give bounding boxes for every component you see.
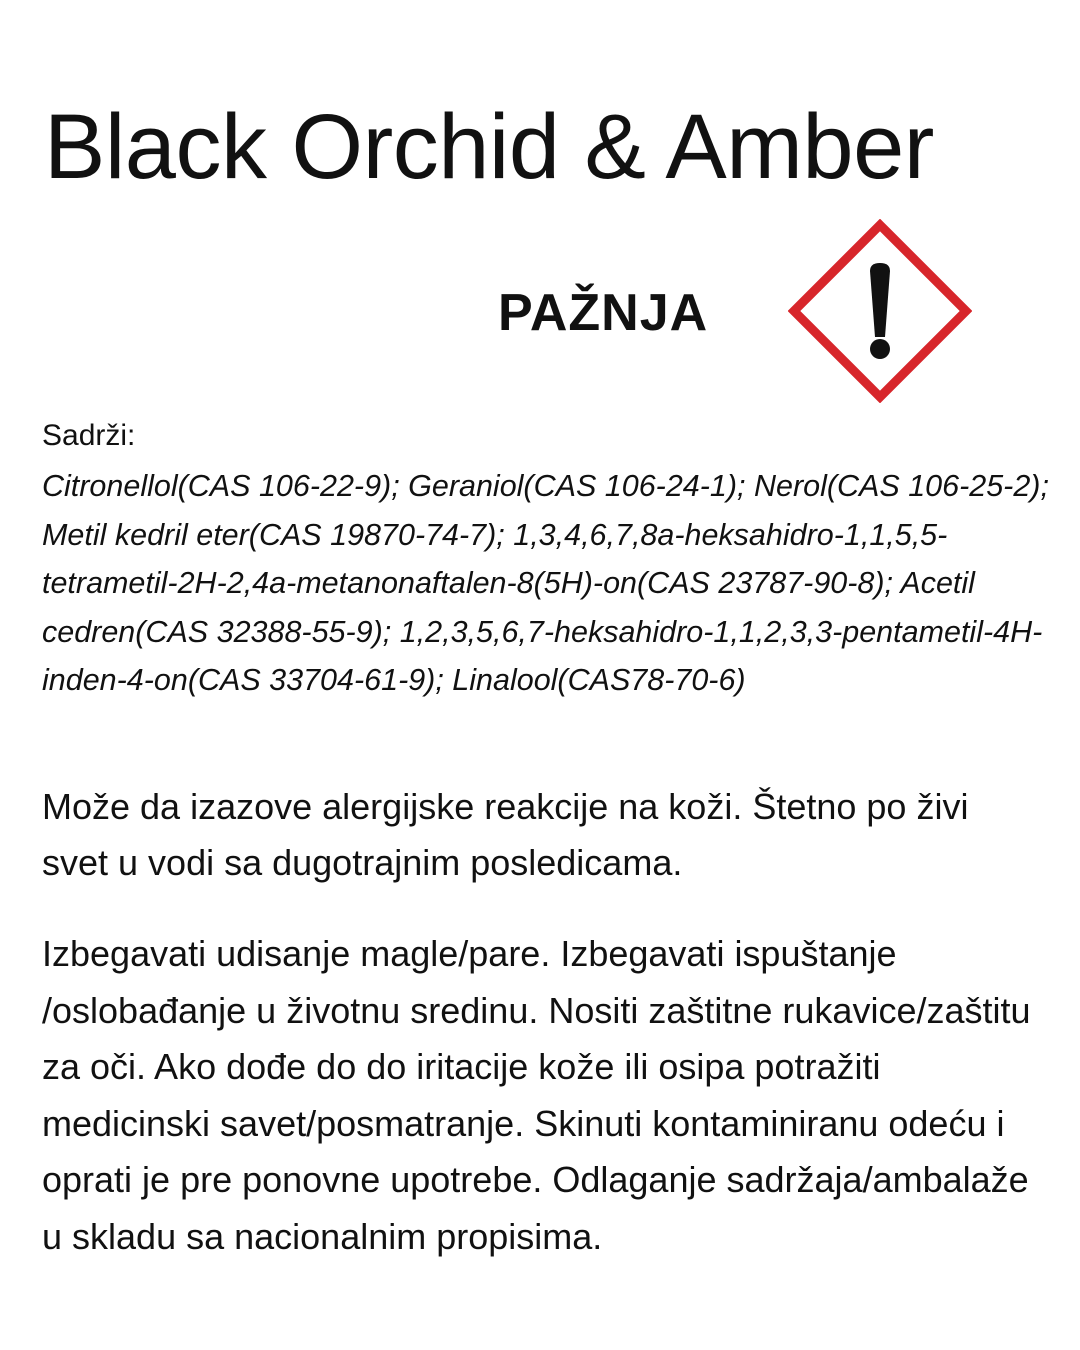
exclamation-dot <box>870 339 890 359</box>
product-title: Black Orchid & Amber <box>44 96 934 198</box>
exclamation-mark-diamond-icon <box>788 219 972 403</box>
hazard-statement: Može da izazove alergijske reakcije na koži. Štetno po živi svet u vodi sa dugotrajnim posledicama. <box>42 786 969 883</box>
ingredients-list: Citronellol(CAS 106-22-9); Geraniol(CAS 106-24-1); Nerol(CAS 106-25-2); Metil kedril eter(CAS 19870-74-7); 1,3,4,6,7,8a-heksahidro-1,1,5,5-tetrametil-2H-2,4a-metanonaftalen-8(5H)-on(CAS 23787-90-8); Acetil cedren(CAS 32388-55-9); 1,2,3,5,6,7-heksahidro-1,1,2,3,3-pentametil-4H-inden-4-on(CAS 33704-61-9); Linalool(CAS78-70-6) <box>42 469 1049 697</box>
contains-label: Sadrži: <box>42 419 136 452</box>
precautionary-statements: Izbegavati udisanje magle/pare. Izbegavati ispuštanje /oslobađanje u životnu sredinu. Nositi zaštitne rukavice/zaštitu za oči. Ako dođe do do iritacije kože ili osipa potražiti medicinski savet/posmatranje. Skinuti kontaminiranu odeću i oprati je pre ponovne upotrebe. Odlaganje sadržaja/ambalaže u skladu sa nacionalnim propisima. <box>42 933 1031 1257</box>
signal-word: PAŽNJA <box>498 284 709 342</box>
ghs-pictogram-svg <box>788 219 972 403</box>
